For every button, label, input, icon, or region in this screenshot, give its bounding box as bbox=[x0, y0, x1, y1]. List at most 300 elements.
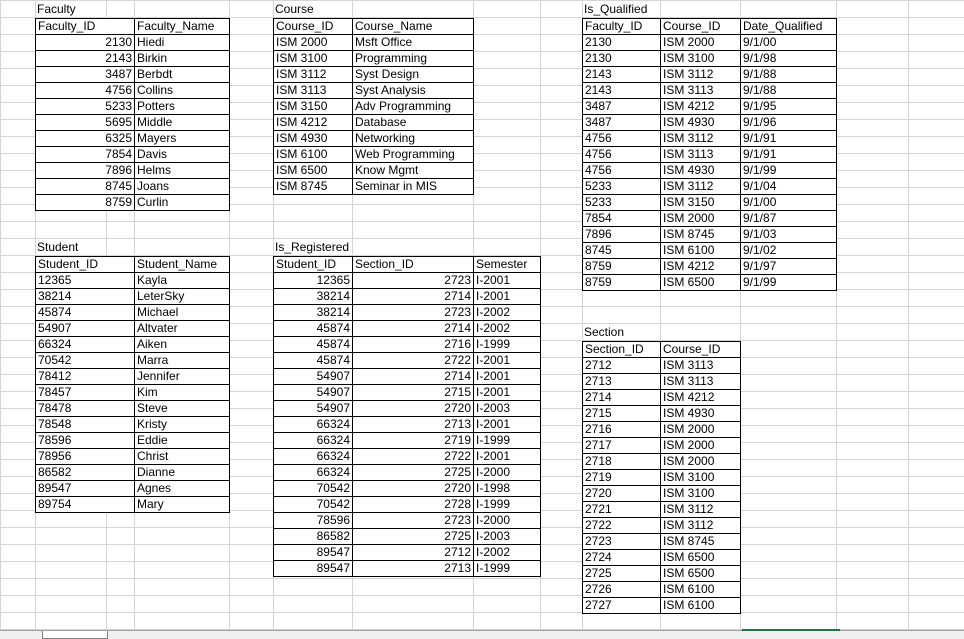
section-id-cell[interactable]: 2728 bbox=[353, 497, 474, 513]
faculty-name-cell[interactable]: Mayers bbox=[135, 131, 230, 147]
table-row bbox=[36, 99, 230, 115]
table-row bbox=[583, 227, 837, 243]
faculty-id-cell[interactable]: 5233 bbox=[583, 195, 661, 211]
course-id-cell[interactable]: ISM 8745 bbox=[274, 179, 353, 195]
course-id-cell[interactable]: ISM 3113 bbox=[661, 358, 741, 374]
table-row bbox=[36, 35, 230, 51]
table-row bbox=[36, 179, 230, 195]
section-id-cell[interactable]: 2724 bbox=[583, 550, 661, 566]
section-id-cell[interactable]: 2716 bbox=[353, 337, 474, 353]
table-row bbox=[274, 529, 541, 545]
student-id-cell[interactable]: 70542 bbox=[274, 497, 353, 513]
table-row bbox=[274, 83, 474, 99]
semester-cell[interactable]: I-2003 bbox=[474, 401, 541, 417]
table-row bbox=[36, 417, 230, 433]
student-name-cell[interactable]: Aiken bbox=[135, 337, 230, 353]
faculty-id-cell[interactable]: 7896 bbox=[583, 227, 661, 243]
section-id-cell[interactable]: 2720 bbox=[353, 401, 474, 417]
student-id-cell[interactable]: 12365 bbox=[274, 273, 353, 289]
course-id-cell[interactable]: ISM 4930 bbox=[274, 131, 353, 147]
student-name-cell[interactable]: Jennifer bbox=[135, 369, 230, 385]
semester-cell[interactable]: I-2001 bbox=[474, 273, 541, 289]
table-row bbox=[36, 289, 230, 305]
course-name-cell[interactable]: Seminar in MIS bbox=[353, 179, 474, 195]
student-name-cell[interactable]: Steve bbox=[135, 401, 230, 417]
course-id-header[interactable]: Course_ID bbox=[661, 19, 741, 35]
date-qualified-cell[interactable]: 9/1/98 bbox=[741, 51, 837, 67]
section-id-header[interactable]: Section_ID bbox=[353, 257, 474, 273]
table-row bbox=[274, 497, 541, 513]
course-id-cell[interactable]: ISM 3113 bbox=[661, 374, 741, 390]
is-registered-header-row bbox=[274, 257, 541, 273]
student-id-cell[interactable]: 78596 bbox=[274, 513, 353, 529]
faculty-id-cell[interactable]: 4756 bbox=[583, 163, 661, 179]
student-name-cell[interactable]: LeterSky bbox=[135, 289, 230, 305]
student-id-cell[interactable]: 66324 bbox=[36, 337, 135, 353]
faculty-name-cell[interactable]: Potters bbox=[135, 99, 230, 115]
student-id-cell[interactable]: 54907 bbox=[274, 401, 353, 417]
faculty-name-cell[interactable]: Hiedi bbox=[135, 35, 230, 51]
table-row bbox=[274, 433, 541, 449]
section-id-cell[interactable]: 2722 bbox=[353, 353, 474, 369]
table-row bbox=[36, 337, 230, 353]
date-qualified-cell[interactable]: 9/1/02 bbox=[741, 243, 837, 259]
table-row bbox=[583, 99, 837, 115]
section-id-cell[interactable]: 2714 bbox=[583, 390, 661, 406]
date-qualified-cell[interactable]: 9/1/03 bbox=[741, 227, 837, 243]
section-id-header[interactable]: Section_ID bbox=[583, 342, 661, 358]
student-id-cell[interactable]: 66324 bbox=[274, 449, 353, 465]
course-id-cell[interactable]: ISM 6100 bbox=[661, 243, 741, 259]
table-row bbox=[583, 211, 837, 227]
table-row bbox=[36, 115, 230, 131]
is-registered-title[interactable]: Is_Registered bbox=[275, 240, 350, 254]
faculty-id-cell[interactable]: 8759 bbox=[36, 195, 135, 211]
semester-cell[interactable]: I-2001 bbox=[474, 369, 541, 385]
course-id-cell[interactable]: ISM 3100 bbox=[661, 51, 741, 67]
semester-cell[interactable]: I-1999 bbox=[474, 561, 541, 577]
course-id-cell[interactable]: ISM 2000 bbox=[661, 438, 741, 454]
date-qualified-cell[interactable]: 9/1/91 bbox=[741, 131, 837, 147]
faculty-id-cell[interactable]: 8745 bbox=[36, 179, 135, 195]
faculty-id-cell[interactable]: 4756 bbox=[583, 131, 661, 147]
table-row bbox=[274, 465, 541, 481]
student-id-cell[interactable]: 78457 bbox=[36, 385, 135, 401]
table-row bbox=[36, 321, 230, 337]
course-id-cell[interactable]: ISM 3100 bbox=[661, 486, 741, 502]
table-row bbox=[274, 51, 474, 67]
semester-cell[interactable]: I-2002 bbox=[474, 305, 541, 321]
date-qualified-cell[interactable]: 9/1/00 bbox=[741, 35, 837, 51]
table-row bbox=[583, 83, 837, 99]
faculty-id-header[interactable]: Faculty_ID bbox=[583, 19, 661, 35]
course-id-cell[interactable]: ISM 3150 bbox=[661, 195, 741, 211]
faculty-id-cell[interactable]: 7854 bbox=[583, 211, 661, 227]
student-id-cell[interactable]: 45874 bbox=[274, 353, 353, 369]
faculty-name-cell[interactable]: Berbdt bbox=[135, 67, 230, 83]
student-name-cell[interactable]: Dianne bbox=[135, 465, 230, 481]
semester-cell[interactable]: I-2000 bbox=[474, 513, 541, 529]
course-name-cell[interactable]: Syst Analysis bbox=[353, 83, 474, 99]
faculty-id-cell[interactable]: 2130 bbox=[36, 35, 135, 51]
student-id-cell[interactable]: 12365 bbox=[36, 273, 135, 289]
section-id-cell[interactable]: 2723 bbox=[353, 513, 474, 529]
student-id-cell[interactable]: 86582 bbox=[274, 529, 353, 545]
table-row bbox=[36, 465, 230, 481]
student-name-cell[interactable]: Altvater bbox=[135, 321, 230, 337]
section-id-cell[interactable]: 2712 bbox=[583, 358, 661, 374]
faculty-name-cell[interactable]: Davis bbox=[135, 147, 230, 163]
course-id-cell[interactable]: ISM 4930 bbox=[661, 115, 741, 131]
section-id-cell[interactable]: 2720 bbox=[353, 481, 474, 497]
student-header-row bbox=[36, 257, 230, 273]
table-row bbox=[583, 259, 837, 275]
section-id-cell[interactable]: 2723 bbox=[583, 534, 661, 550]
student-id-cell[interactable]: 54907 bbox=[274, 385, 353, 401]
student-id-cell[interactable]: 89754 bbox=[36, 497, 135, 513]
faculty-block bbox=[35, 1, 230, 211]
faculty-id-cell[interactable]: 2143 bbox=[583, 67, 661, 83]
table-row bbox=[274, 369, 541, 385]
section-id-cell[interactable]: 2727 bbox=[583, 598, 661, 614]
table-row bbox=[583, 422, 741, 438]
table-row bbox=[36, 51, 230, 67]
faculty-id-cell[interactable]: 7854 bbox=[36, 147, 135, 163]
student-name-header[interactable]: Student_Name bbox=[135, 257, 230, 273]
student-id-cell[interactable]: 38214 bbox=[36, 289, 135, 305]
date-qualified-cell[interactable]: 9/1/87 bbox=[741, 211, 837, 227]
student-block bbox=[35, 239, 230, 513]
faculty-header-row bbox=[36, 19, 230, 35]
faculty-id-cell[interactable]: 2143 bbox=[583, 83, 661, 99]
section-title[interactable]: Section bbox=[584, 325, 625, 339]
section-id-cell[interactable]: 2713 bbox=[583, 374, 661, 390]
table-row bbox=[583, 582, 741, 598]
semester-cell[interactable]: I-2000 bbox=[474, 465, 541, 481]
faculty-id-cell[interactable]: 5695 bbox=[36, 115, 135, 131]
section-rows bbox=[583, 358, 741, 614]
student-name-cell[interactable]: Eddie bbox=[135, 433, 230, 449]
course-id-cell[interactable]: ISM 3112 bbox=[661, 502, 741, 518]
table-row bbox=[36, 163, 230, 179]
faculty-id-cell[interactable]: 2143 bbox=[36, 51, 135, 67]
table-row bbox=[583, 454, 741, 470]
faculty-name-header[interactable]: Faculty_Name bbox=[135, 19, 230, 35]
faculty-id-cell[interactable]: 3487 bbox=[36, 67, 135, 83]
section-table bbox=[582, 341, 741, 614]
course-name-cell[interactable]: Database bbox=[353, 115, 474, 131]
course-name-cell[interactable]: Syst Design bbox=[353, 67, 474, 83]
section-id-cell[interactable]: 2713 bbox=[353, 417, 474, 433]
table-row bbox=[274, 99, 474, 115]
course-name-cell[interactable]: Msft Office bbox=[353, 35, 474, 51]
faculty-id-cell[interactable]: 5233 bbox=[36, 99, 135, 115]
semester-cell[interactable]: I-1999 bbox=[474, 497, 541, 513]
table-row bbox=[274, 35, 474, 51]
table-row bbox=[583, 131, 837, 147]
faculty-id-cell[interactable]: 3487 bbox=[583, 99, 661, 115]
faculty-name-cell[interactable]: Birkin bbox=[135, 51, 230, 67]
section-id-cell[interactable]: 2714 bbox=[353, 289, 474, 305]
student-id-cell[interactable]: 89547 bbox=[36, 481, 135, 497]
semester-cell[interactable]: I-2002 bbox=[474, 321, 541, 337]
course-id-cell[interactable]: ISM 3112 bbox=[274, 67, 353, 83]
course-name-cell[interactable]: Know Mgmt bbox=[353, 163, 474, 179]
date-qualified-cell[interactable]: 9/1/88 bbox=[741, 67, 837, 83]
course-id-cell[interactable]: ISM 6500 bbox=[661, 566, 741, 582]
student-id-cell[interactable]: 45874 bbox=[274, 321, 353, 337]
faculty-id-header[interactable]: Faculty_ID bbox=[36, 19, 135, 35]
date-qualified-cell[interactable]: 9/1/95 bbox=[741, 99, 837, 115]
date-qualified-cell[interactable]: 9/1/99 bbox=[741, 163, 837, 179]
table-row bbox=[36, 481, 230, 497]
student-rows bbox=[36, 273, 230, 513]
course-id-cell[interactable]: ISM 3113 bbox=[274, 83, 353, 99]
student-name-cell[interactable]: Kayla bbox=[135, 273, 230, 289]
faculty-id-cell[interactable]: 8759 bbox=[583, 259, 661, 275]
student-id-cell[interactable]: 66324 bbox=[274, 465, 353, 481]
faculty-id-cell[interactable]: 2130 bbox=[583, 51, 661, 67]
table-row bbox=[583, 406, 741, 422]
section-id-cell[interactable]: 2713 bbox=[353, 561, 474, 577]
course-id-cell[interactable]: ISM 6100 bbox=[661, 582, 741, 598]
course-name-cell[interactable]: Web Programming bbox=[353, 147, 474, 163]
section-id-cell[interactable]: 2714 bbox=[353, 321, 474, 337]
semester-cell[interactable]: I-2003 bbox=[474, 529, 541, 545]
faculty-id-cell[interactable]: 4756 bbox=[583, 147, 661, 163]
course-id-cell[interactable]: ISM 6500 bbox=[661, 275, 741, 291]
faculty-id-cell[interactable]: 3487 bbox=[583, 115, 661, 131]
section-id-cell[interactable]: 2722 bbox=[583, 518, 661, 534]
course-id-cell[interactable]: ISM 3112 bbox=[661, 67, 741, 83]
is-qualified-title[interactable]: Is_Qualified bbox=[584, 2, 648, 16]
date-qualified-cell[interactable]: 9/1/97 bbox=[741, 259, 837, 275]
faculty-id-cell[interactable]: 5233 bbox=[583, 179, 661, 195]
student-id-cell[interactable]: 86582 bbox=[36, 465, 135, 481]
semester-cell[interactable]: I-2001 bbox=[474, 353, 541, 369]
section-id-cell[interactable]: 2721 bbox=[583, 502, 661, 518]
student-name-cell[interactable]: Michael bbox=[135, 305, 230, 321]
faculty-name-cell[interactable]: Helms bbox=[135, 163, 230, 179]
table-row bbox=[583, 534, 741, 550]
course-id-cell[interactable]: ISM 3113 bbox=[661, 83, 741, 99]
table-row bbox=[36, 369, 230, 385]
student-name-cell[interactable]: Mary bbox=[135, 497, 230, 513]
faculty-id-cell[interactable]: 7896 bbox=[36, 163, 135, 179]
student-table bbox=[35, 256, 230, 513]
course-id-cell[interactable]: ISM 3112 bbox=[661, 131, 741, 147]
semester-cell[interactable]: I-2001 bbox=[474, 449, 541, 465]
student-name-cell[interactable]: Kristy bbox=[135, 417, 230, 433]
table-row bbox=[274, 401, 541, 417]
table-row bbox=[274, 67, 474, 83]
student-id-cell[interactable]: 66324 bbox=[274, 417, 353, 433]
section-id-cell[interactable]: 2726 bbox=[583, 582, 661, 598]
student-id-cell[interactable]: 78596 bbox=[36, 433, 135, 449]
course-name-header[interactable]: Course_Name bbox=[353, 19, 474, 35]
course-id-cell[interactable]: ISM 3112 bbox=[661, 518, 741, 534]
student-id-cell[interactable]: 66324 bbox=[274, 433, 353, 449]
student-title[interactable]: Student bbox=[37, 240, 79, 254]
student-id-cell[interactable]: 54907 bbox=[274, 369, 353, 385]
table-row bbox=[583, 163, 837, 179]
course-id-cell[interactable]: ISM 8745 bbox=[661, 227, 741, 243]
faculty-table bbox=[35, 18, 230, 211]
student-name-cell[interactable]: Christ bbox=[135, 449, 230, 465]
course-id-header[interactable]: Course_ID bbox=[661, 342, 741, 358]
date-qualified-cell[interactable]: 9/1/04 bbox=[741, 179, 837, 195]
table-row bbox=[36, 305, 230, 321]
student-id-cell[interactable]: 78478 bbox=[36, 401, 135, 417]
student-id-cell[interactable]: 38214 bbox=[274, 305, 353, 321]
student-id-cell[interactable]: 45874 bbox=[274, 337, 353, 353]
semester-cell[interactable]: I-2001 bbox=[474, 385, 541, 401]
is-qualified-table bbox=[582, 18, 837, 291]
section-id-cell[interactable]: 2716 bbox=[583, 422, 661, 438]
student-id-cell[interactable]: 78548 bbox=[36, 417, 135, 433]
section-id-cell[interactable]: 2722 bbox=[353, 449, 474, 465]
student-id-cell[interactable]: 70542 bbox=[274, 481, 353, 497]
table-row bbox=[36, 67, 230, 83]
section-id-cell[interactable]: 2723 bbox=[353, 273, 474, 289]
course-name-cell[interactable]: Adv Programming bbox=[353, 99, 474, 115]
table-row bbox=[583, 438, 741, 454]
active-cell-indicator bbox=[742, 629, 840, 631]
section-id-cell[interactable]: 2720 bbox=[583, 486, 661, 502]
section-id-cell[interactable]: 2725 bbox=[583, 566, 661, 582]
date-qualified-cell[interactable]: 9/1/00 bbox=[741, 195, 837, 211]
table-row bbox=[274, 417, 541, 433]
section-id-cell[interactable]: 2715 bbox=[353, 385, 474, 401]
semester-cell[interactable]: I-2002 bbox=[474, 545, 541, 561]
course-id-cell[interactable]: ISM 3112 bbox=[661, 179, 741, 195]
section-id-cell[interactable]: 2725 bbox=[353, 465, 474, 481]
course-id-cell[interactable]: ISM 6100 bbox=[274, 147, 353, 163]
section-id-cell[interactable]: 2714 bbox=[353, 369, 474, 385]
faculty-id-cell[interactable]: 6325 bbox=[36, 131, 135, 147]
course-id-cell[interactable]: ISM 2000 bbox=[274, 35, 353, 51]
course-header-row bbox=[274, 19, 474, 35]
semester-cell[interactable]: I-1999 bbox=[474, 337, 541, 353]
course-id-cell[interactable]: ISM 3113 bbox=[661, 147, 741, 163]
section-id-cell[interactable]: 2723 bbox=[353, 305, 474, 321]
faculty-name-cell[interactable]: Curlin bbox=[135, 195, 230, 211]
course-name-cell[interactable]: Networking bbox=[353, 131, 474, 147]
course-id-cell[interactable]: ISM 4212 bbox=[661, 390, 741, 406]
table-row bbox=[583, 115, 837, 131]
course-name-cell[interactable]: Programming bbox=[353, 51, 474, 67]
date-qualified-cell[interactable]: 9/1/99 bbox=[741, 275, 837, 291]
semester-cell[interactable]: I-2001 bbox=[474, 289, 541, 305]
table-row bbox=[274, 321, 541, 337]
table-row bbox=[583, 502, 741, 518]
student-id-cell[interactable]: 78956 bbox=[36, 449, 135, 465]
student-id-cell[interactable]: 89547 bbox=[274, 561, 353, 577]
course-id-cell[interactable]: ISM 3150 bbox=[274, 99, 353, 115]
student-id-cell[interactable]: 78412 bbox=[36, 369, 135, 385]
course-id-cell[interactable]: ISM 4930 bbox=[661, 406, 741, 422]
semester-cell[interactable]: I-1998 bbox=[474, 481, 541, 497]
course-id-header[interactable]: Course_ID bbox=[274, 19, 353, 35]
table-row bbox=[274, 163, 474, 179]
course-block bbox=[273, 1, 474, 195]
semester-cell[interactable]: I-2001 bbox=[474, 417, 541, 433]
section-id-cell[interactable]: 2717 bbox=[583, 438, 661, 454]
table-row bbox=[583, 374, 741, 390]
student-id-cell[interactable]: 54907 bbox=[36, 321, 135, 337]
section-id-cell[interactable]: 2719 bbox=[353, 433, 474, 449]
faculty-title[interactable]: Faculty bbox=[37, 2, 76, 16]
faculty-name-cell[interactable]: Middle bbox=[135, 115, 230, 131]
table-row bbox=[36, 273, 230, 289]
table-row bbox=[274, 179, 474, 195]
course-id-cell[interactable]: ISM 2000 bbox=[661, 454, 741, 470]
course-id-cell[interactable]: ISM 3100 bbox=[661, 470, 741, 486]
table-row bbox=[583, 275, 837, 291]
faculty-rows bbox=[36, 35, 230, 211]
course-id-cell[interactable]: ISM 2000 bbox=[661, 211, 741, 227]
table-row bbox=[274, 289, 541, 305]
table-row bbox=[274, 449, 541, 465]
student-id-cell[interactable]: 89547 bbox=[274, 545, 353, 561]
course-id-cell[interactable]: ISM 2000 bbox=[661, 35, 741, 51]
date-qualified-cell[interactable]: 9/1/88 bbox=[741, 83, 837, 99]
section-id-cell[interactable]: 2715 bbox=[583, 406, 661, 422]
table-row bbox=[583, 566, 741, 582]
student-id-cell[interactable]: 38214 bbox=[274, 289, 353, 305]
faculty-id-cell[interactable]: 2130 bbox=[583, 35, 661, 51]
student-name-cell[interactable]: Agnes bbox=[135, 481, 230, 497]
table-row bbox=[583, 486, 741, 502]
section-id-cell[interactable]: 2712 bbox=[353, 545, 474, 561]
course-id-cell[interactable]: ISM 4212 bbox=[274, 115, 353, 131]
faculty-id-cell[interactable]: 8759 bbox=[583, 275, 661, 291]
course-id-cell[interactable]: ISM 4930 bbox=[661, 163, 741, 179]
student-id-header[interactable]: Student_ID bbox=[274, 257, 353, 273]
course-id-cell[interactable]: ISM 8745 bbox=[661, 534, 741, 550]
student-name-cell[interactable]: Kim bbox=[135, 385, 230, 401]
course-id-cell[interactable]: ISM 3100 bbox=[274, 51, 353, 67]
is-registered-block bbox=[273, 239, 541, 577]
section-id-cell[interactable]: 2725 bbox=[353, 529, 474, 545]
course-id-cell[interactable]: ISM 2000 bbox=[661, 422, 741, 438]
table-row bbox=[583, 390, 741, 406]
student-id-cell[interactable]: 70542 bbox=[36, 353, 135, 369]
course-id-cell[interactable]: ISM 6100 bbox=[661, 598, 741, 614]
semester-cell[interactable]: I-1999 bbox=[474, 433, 541, 449]
date-qualified-header[interactable]: Date_Qualified bbox=[741, 19, 837, 35]
section-header-row bbox=[583, 342, 741, 358]
course-id-cell[interactable]: ISM 4212 bbox=[661, 259, 741, 275]
faculty-id-cell[interactable]: 4756 bbox=[36, 83, 135, 99]
faculty-id-cell[interactable]: 8745 bbox=[583, 243, 661, 259]
course-id-cell[interactable]: ISM 4212 bbox=[661, 99, 741, 115]
course-id-cell[interactable]: ISM 6500 bbox=[274, 163, 353, 179]
student-id-cell[interactable]: 45874 bbox=[36, 305, 135, 321]
course-rows bbox=[274, 35, 474, 195]
student-name-cell[interactable]: Marra bbox=[135, 353, 230, 369]
faculty-name-cell[interactable]: Collins bbox=[135, 83, 230, 99]
section-id-cell[interactable]: 2719 bbox=[583, 470, 661, 486]
faculty-name-cell[interactable]: Joans bbox=[135, 179, 230, 195]
semester-header[interactable]: Semester bbox=[474, 257, 541, 273]
date-qualified-cell[interactable]: 9/1/91 bbox=[741, 147, 837, 163]
student-id-header[interactable]: Student_ID bbox=[36, 257, 135, 273]
course-title[interactable]: Course bbox=[275, 2, 314, 16]
date-qualified-cell[interactable]: 9/1/96 bbox=[741, 115, 837, 131]
section-id-cell[interactable]: 2718 bbox=[583, 454, 661, 470]
course-id-cell[interactable]: ISM 6500 bbox=[661, 550, 741, 566]
